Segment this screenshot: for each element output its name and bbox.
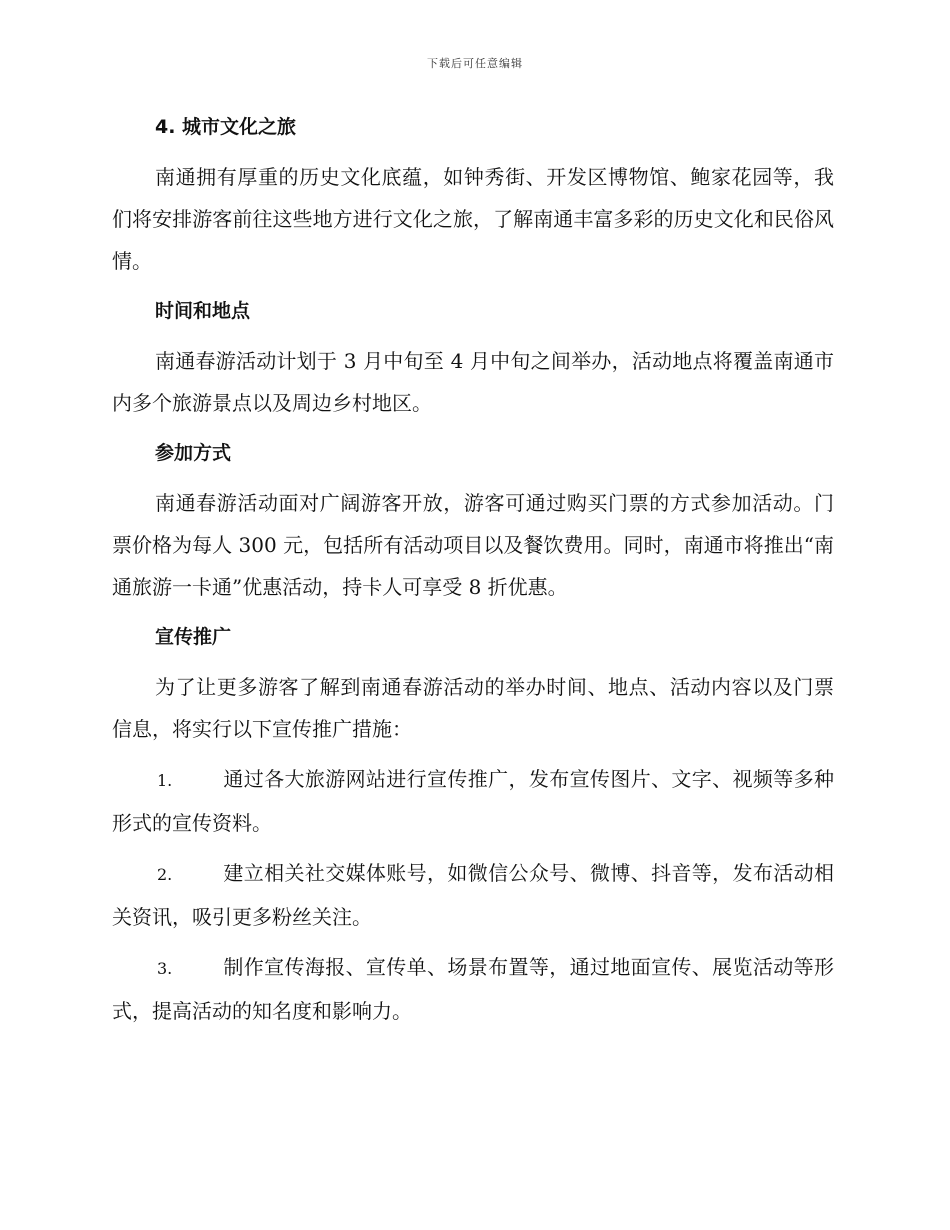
section-heading-participation: 参加方式	[155, 442, 232, 464]
section-heading-time-place: 时间和地点	[155, 300, 251, 322]
list-item-text: 通过各大旅游网站进行宣传推广，发布宣传图片、文字、视频等多种形式的宣传资料。	[112, 767, 834, 835]
list-number: 1.	[157, 771, 173, 790]
section-heading-promotion: 宣传推广	[155, 626, 232, 648]
page-header: 下载后可任意编辑	[427, 57, 523, 70]
paragraph-participation: 南通春游活动面对广阔游客开放，游客可通过购买门票的方式参加活动。门票价格为每人 300 元，包括所有活动项目以及餐饮费用。同时，南通市将推出“南通旅游一卡通”优惠活动，持卡人可享受 8 折优惠。	[112, 491, 834, 599]
paragraph-culture: 南通拥有厚重的历史文化底蕴，如钟秀街、开发区博物馆、鲍家花园等，我们将安排游客前往这些地方进行文化之旅，了解南通丰富多彩的历史文化和民俗风情。	[112, 165, 834, 273]
list-number: 2.	[157, 865, 173, 884]
list-item	[112, 946, 834, 1032]
list-item-text: 制作宣传海报、宣传单、场景布置等，通过地面宣传、展览活动等形式，提高活动的知名度和影响力。	[112, 955, 834, 1023]
list-number: 3.	[157, 959, 173, 978]
paragraph-promotion: 为了让更多游客了解到南通春游活动的举办时间、地点、活动内容以及门票信息，将实行以下宣传推广措施：	[112, 675, 834, 741]
paragraph-time-place: 南通春游活动计划于 3 月中旬至 4 月中旬之间举办，活动地点将覆盖南通市内多个旅游景点以及周边乡村地区。	[112, 349, 834, 415]
document-body	[112, 106, 834, 1040]
section-heading-culture: 4. 城市文化之旅	[155, 116, 297, 138]
list-item	[112, 852, 834, 938]
list-item	[112, 758, 834, 844]
list-item-text: 建立相关社交媒体账号，如微信公众号、微博、抖音等，发布活动相关资讯，吸引更多粉丝关注。	[112, 861, 834, 929]
